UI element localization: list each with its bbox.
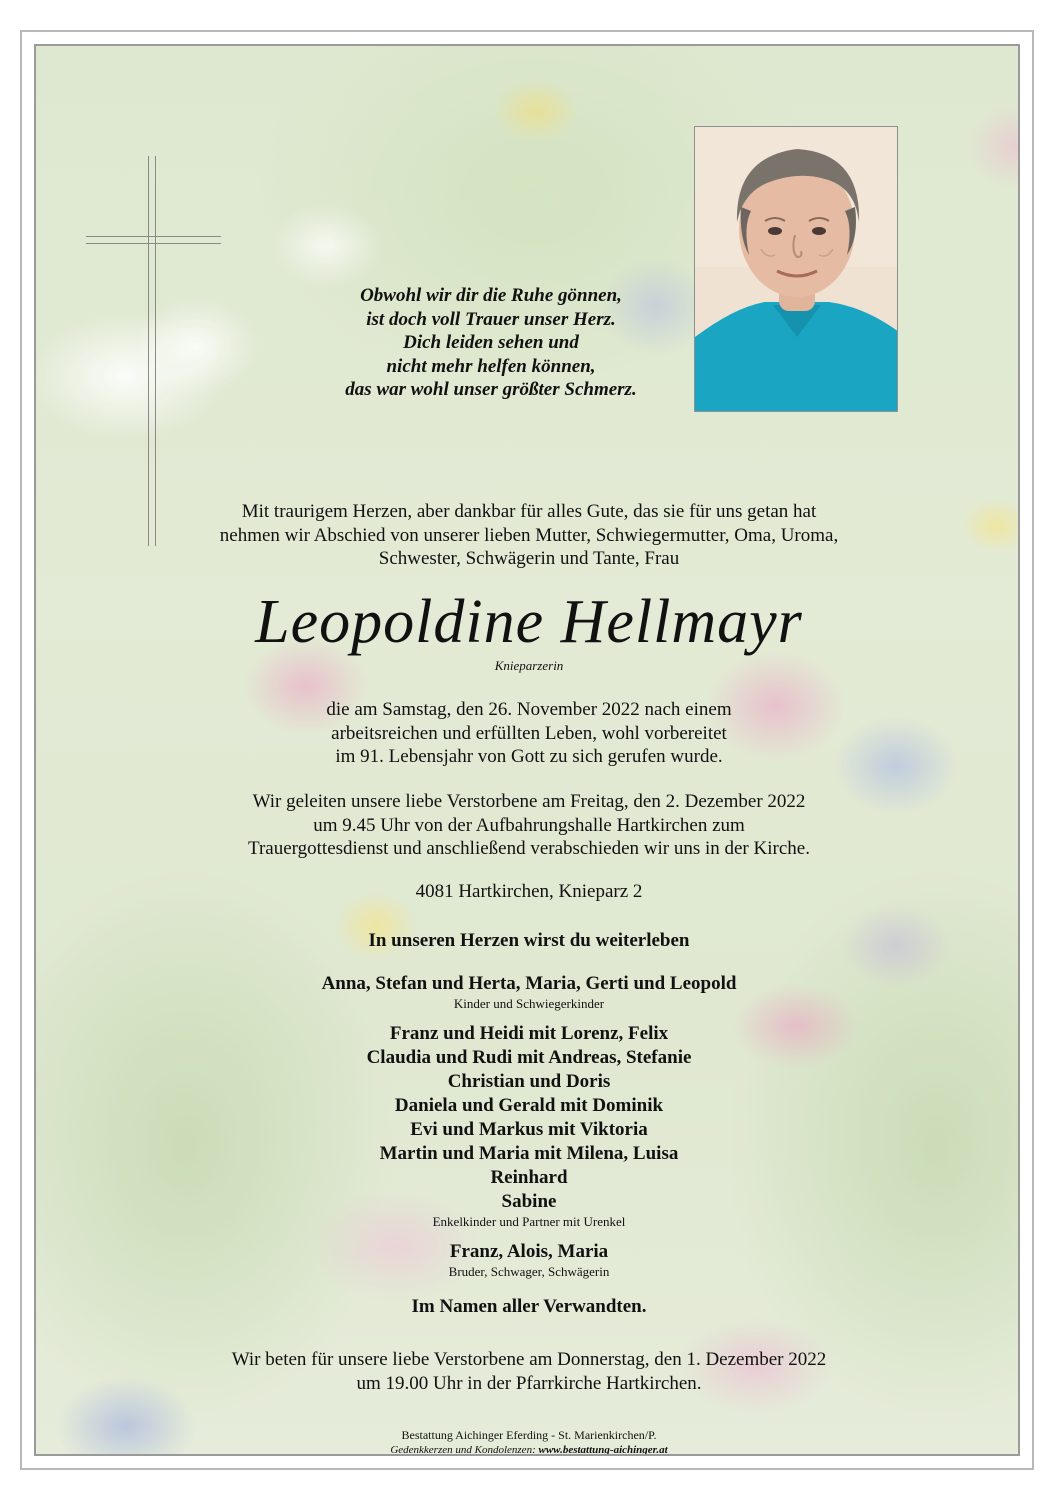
portrait-photo: [694, 126, 898, 412]
intro-line: nehmen wir Abschied von unserer lieben Mutter, Schwiegermutter, Oma, Uroma,: [219, 524, 839, 546]
cross-horizontal-beam: [86, 236, 221, 244]
prayer-line: Wir beten für unsere liebe Verstorbene am Donnerstag, den 1. Dezember 2022: [231, 1349, 827, 1370]
intro-line: Schwester, Schwägerin und Tante, Frau: [378, 548, 680, 569]
poem-line: Dich leiden sehen und: [403, 332, 579, 353]
condolence-label: Gedenkkerzen und Kondolenzen:: [390, 1444, 539, 1456]
family-relation: Kinder und Schwiegerkinder: [453, 996, 605, 1011]
family-group-grandchildren: [86, 1022, 972, 1214]
address-line: 4081 Hartkirchen, Knieparz 2: [415, 881, 643, 902]
death-notice-line: die am Samstag, den 26. November 2022 nach einem: [326, 699, 732, 720]
death-notice: [86, 698, 972, 769]
poem-line: das war wohl unser größter Schmerz.: [345, 379, 637, 400]
website-link[interactable]: www.bestattung-aichinger.at: [538, 1444, 668, 1456]
portrait-illustration: [695, 127, 898, 412]
prayer-notice: [86, 1348, 972, 1396]
family-names: Reinhard: [490, 1167, 568, 1188]
poem: [236, 284, 746, 402]
motto: In unseren Herzen wirst du weiterleben: [368, 930, 690, 951]
cross-vertical-beam: [148, 156, 156, 546]
family-group-children: [86, 972, 972, 996]
funeral-line: um 9.45 Uhr von der Aufbahrungshalle Hartkirchen zum: [313, 814, 745, 836]
family-relation: Bruder, Schwager, Schwägerin: [448, 1264, 610, 1279]
intro-line: Mit traurigem Herzen, aber dankbar für alles Gute, das sie für uns getan hat: [241, 501, 817, 522]
family-names: Franz und Heidi mit Lorenz, Felix: [389, 1023, 669, 1044]
family-group-siblings: [86, 1240, 972, 1264]
family-names: Daniela und Gerald mit Dominik: [394, 1095, 664, 1116]
family-names: Anna, Stefan und Herta, Maria, Gerti und Leopold: [321, 973, 737, 994]
family-relation: Enkelkinder und Partner mit Urenkel: [432, 1214, 626, 1229]
deceased-nickname: Knieparzerin: [494, 658, 564, 673]
footer: [86, 1428, 972, 1456]
death-notice-line: im 91. Lebensjahr von Gott zu sich gerufen wurde.: [335, 746, 723, 767]
poem-line: Obwohl wir dir die Ruhe gönnen,: [360, 285, 622, 306]
poem-line: ist doch voll Trauer unser Herz.: [366, 308, 616, 330]
death-notice-line: arbeitsreichen und erfüllten Leben, wohl vorbereitet: [331, 722, 727, 744]
family-names: Sabine: [501, 1191, 557, 1212]
intro-text: [86, 500, 972, 571]
flower-meadow-background: [34, 44, 1020, 1456]
deceased-name: Leopoldine Hellmayr: [255, 588, 803, 656]
family-names: Franz, Alois, Maria: [449, 1241, 609, 1262]
funeral-line: Wir geleiten unsere liebe Verstorbene am Freitag, den 2. Dezember 2022: [252, 791, 806, 812]
family-names: Christian und Doris: [447, 1071, 611, 1092]
address: [86, 880, 972, 904]
prayer-line: um 19.00 Uhr in der Pfarrkirche Hartkirchen.: [356, 1373, 702, 1394]
funeral-line: Trauergottesdienst und anschließend verabschieden wir uns in der Kirche.: [248, 838, 810, 859]
funeral-notice: [86, 790, 972, 861]
family-names: Martin und Maria mit Milena, Luisa: [379, 1143, 679, 1164]
closing-line: Im Namen aller Verwandten.: [411, 1296, 647, 1317]
poem-line: nicht mehr helfen können,: [386, 355, 596, 377]
family-names: Evi und Markus mit Viktoria: [410, 1119, 648, 1140]
undertaker-name: Bestattung Aichinger Eferding - St. Marienkirchen/P.: [401, 1428, 657, 1442]
condolence-line: [86, 1443, 972, 1456]
family-names: Claudia und Rudi mit Andreas, Stefanie: [366, 1047, 692, 1068]
family-list: [86, 928, 972, 1319]
